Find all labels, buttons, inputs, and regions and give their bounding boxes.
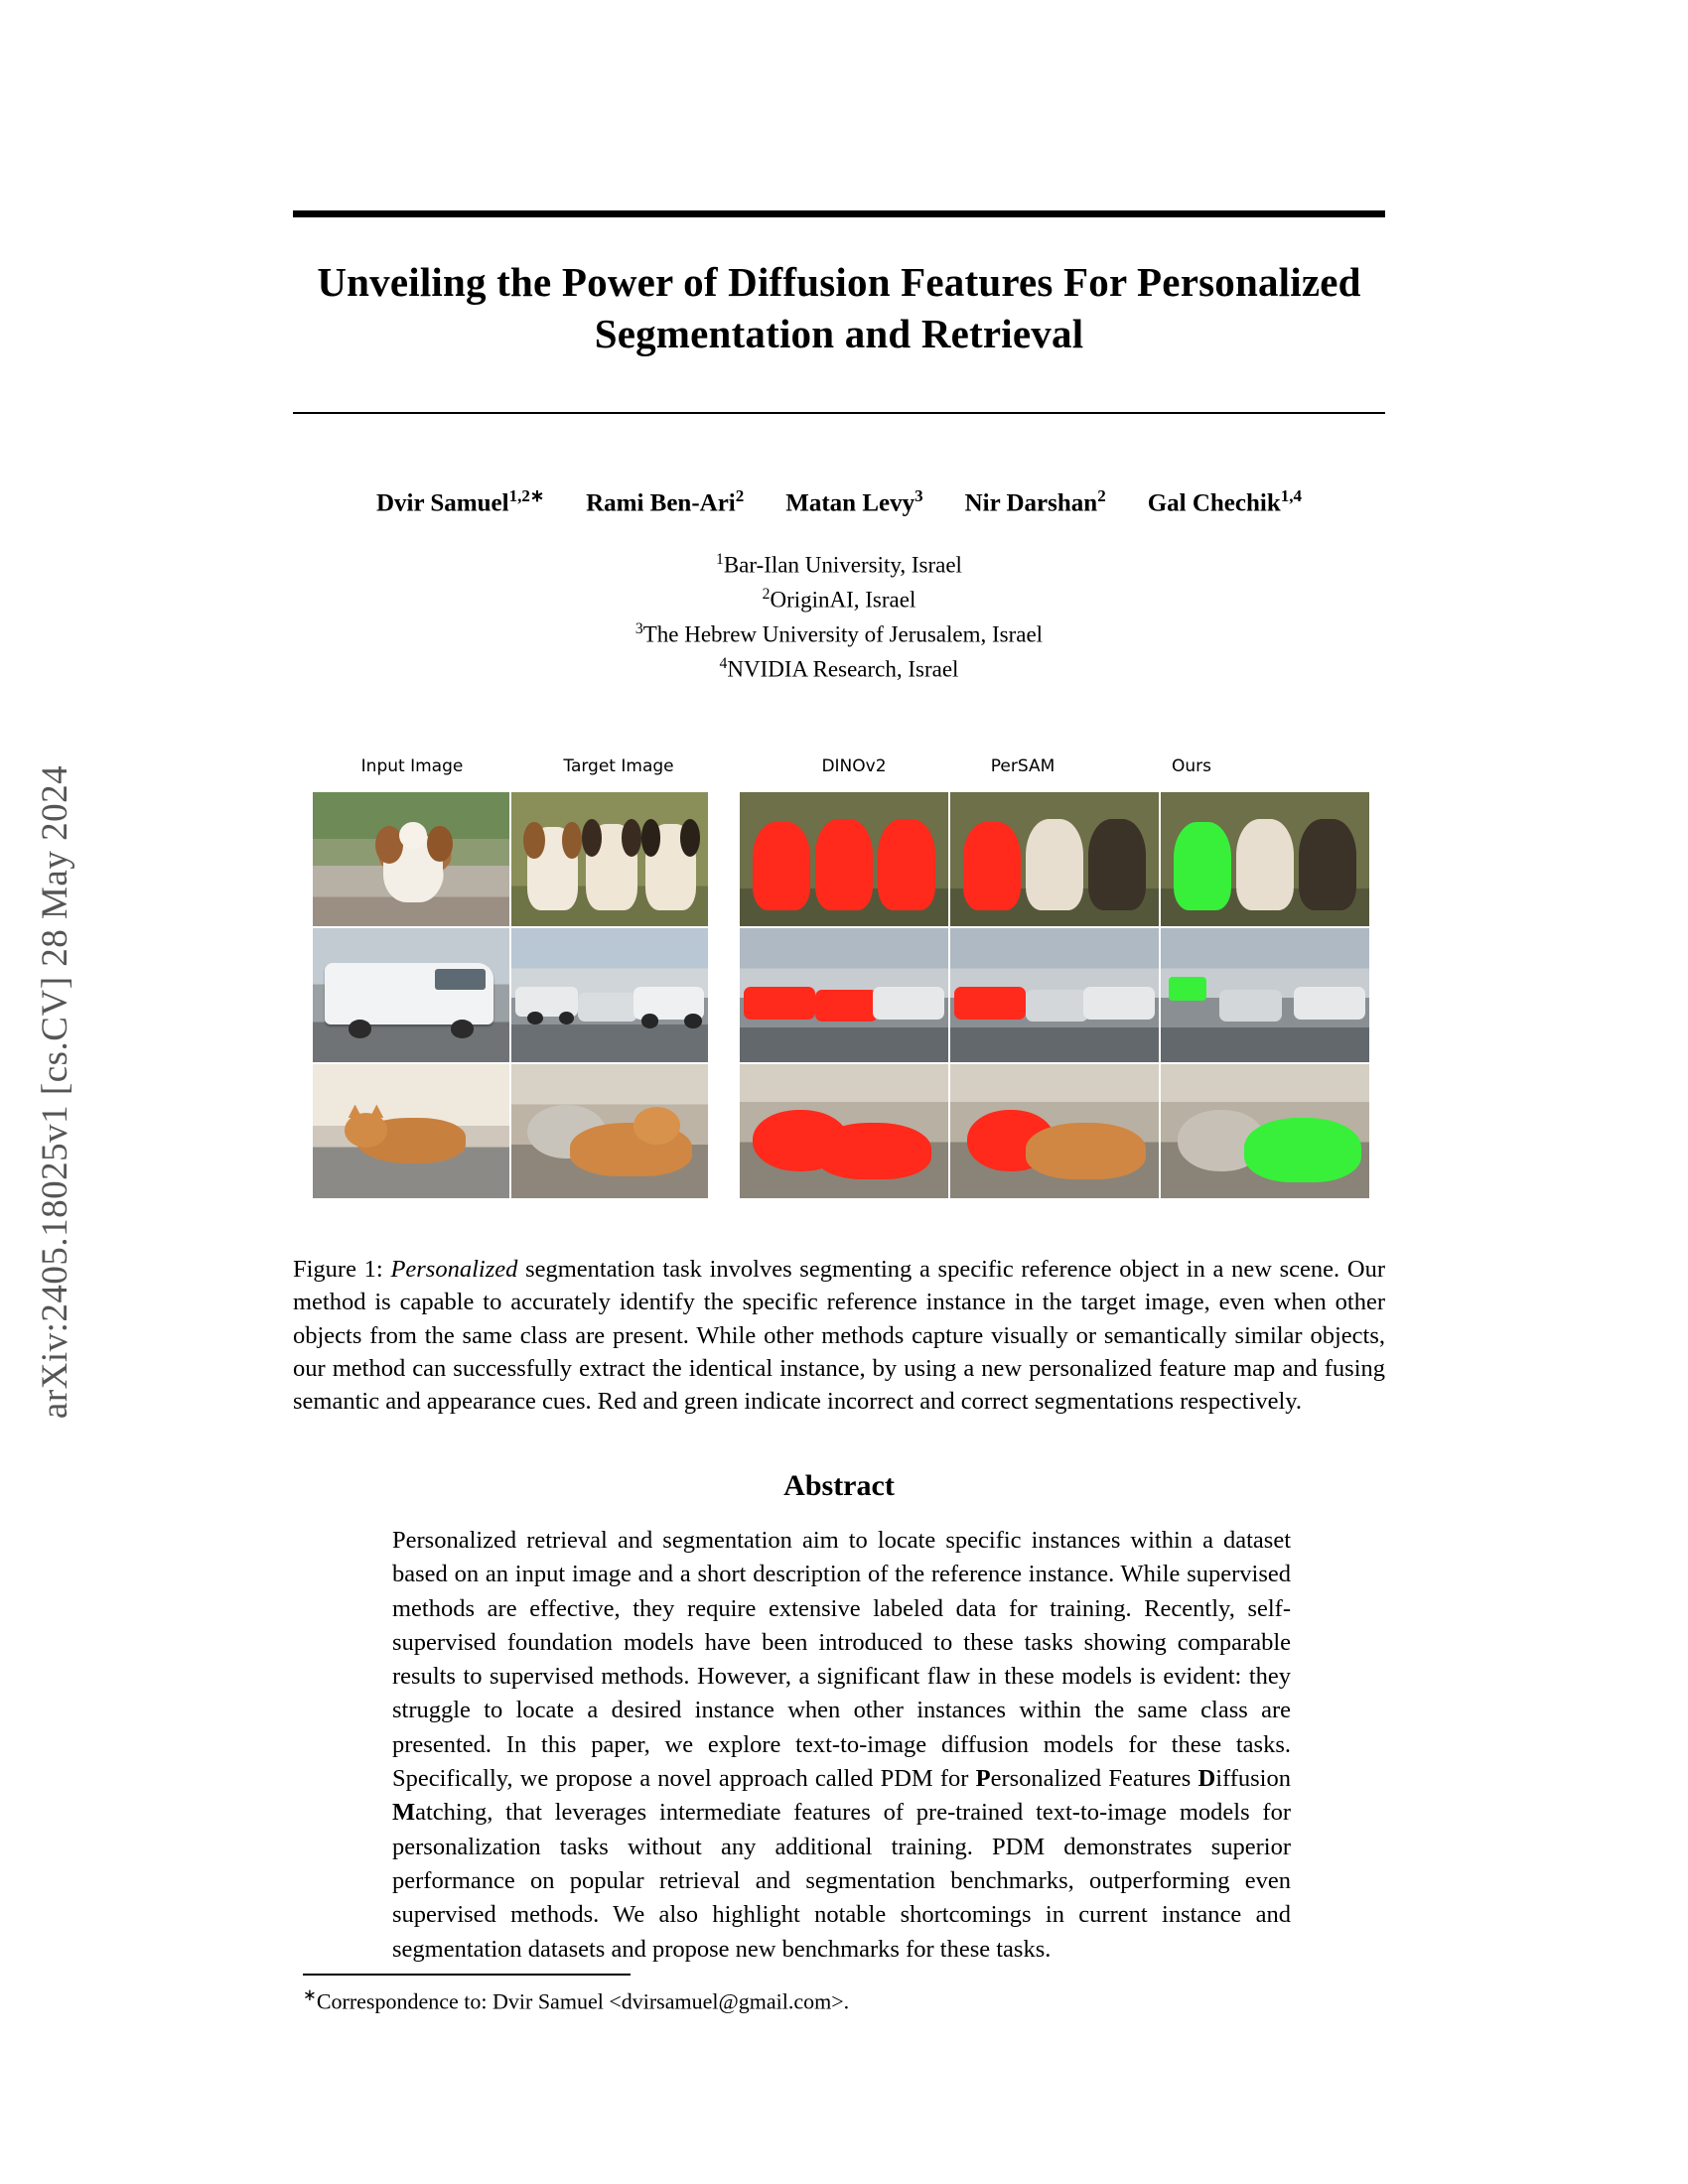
figure-column-label-persam: PerSAM — [990, 756, 1055, 776]
page-title: Unveiling the Power of Diffusion Features For Personalized Segmentation and Retrieval — [317, 259, 1361, 357]
affiliation-2 — [293, 617, 1385, 652]
cell-ours-cars — [1161, 928, 1369, 1062]
figure-column-label-input: Input Image — [360, 756, 464, 776]
author-4 — [1148, 486, 1302, 517]
cell-persam-cats — [950, 1064, 1159, 1198]
author-name: Matan Levy — [785, 489, 915, 517]
cell-persam-cars — [950, 928, 1159, 1062]
cell-ours-cats — [1161, 1064, 1369, 1198]
author-affil-marker: 3 — [914, 486, 923, 505]
author-2 — [785, 486, 922, 517]
cell-target-cars — [511, 928, 708, 1062]
author-0 — [376, 486, 544, 517]
affiliation-1 — [293, 583, 1385, 617]
author-1 — [586, 486, 744, 517]
abstract-part-1: Personalized retrieval and segmentation aim to locate specific instances within a dataset based on an input image and a short description of the reference instance. While supervised methods are effective, they require extensive labeled data for training. Recently, self-supervised foundation models have been introduced to these tasks showing comparable results to supervised methods. However, a significant flaw in these models is evident: they struggle to locate a desired instance when other instances within the same class are presented. In this paper, we explore text-to-image diffusion models for these tasks. Specifically, we propose a novel approach called PDM for — [392, 1527, 1291, 1793]
cell-dinov2-dogs — [740, 792, 948, 926]
cell-dinov2-cars — [740, 928, 948, 1062]
abstract-bold-m: M — [392, 1799, 416, 1827]
figure-column-labels — [303, 756, 1385, 786]
abstract-mid-1: ersonalized Features — [990, 1765, 1198, 1793]
author-affil-marker: 1,2∗ — [508, 486, 545, 505]
author-name: Gal Chechik — [1147, 489, 1281, 517]
author-list — [293, 486, 1385, 517]
figure-image-grid — [303, 792, 1385, 1204]
footnote-text: Correspondence to: Dvir Samuel <dvirsamuel@gmail.com>. — [316, 1988, 850, 2014]
affiliation-marker: 1 — [716, 551, 724, 568]
abstract-bold-d: D — [1197, 1765, 1216, 1793]
paper-page — [293, 0, 1385, 2184]
figure-caption-emphasis: Personalized — [390, 1256, 518, 1283]
author-affil-marker: 2 — [735, 486, 745, 505]
affiliation-3 — [293, 652, 1385, 687]
affiliation-marker: 3 — [634, 620, 643, 638]
abstract-text — [392, 1524, 1291, 1967]
cell-ours-dogs — [1161, 792, 1369, 926]
author-affil-marker: 2 — [1097, 486, 1106, 505]
affiliation-list — [293, 548, 1385, 688]
cell-input-dogs — [313, 792, 509, 926]
figure-caption-text: segmentation task involves segmenting a specific reference object in a new scene. Our method is capable to accurately identify the specific reference instance in the target image, even when other objects from the same class are present. While other methods capture visually or semantically similar objects, our method can successfully extract the identical instance, by using a new personalized feature map and fusing semantic and appearance cues. Red and green indicate incorrect and correct segmentations respectively. — [293, 1256, 1385, 1416]
affiliation-text: OriginAI, Israel — [770, 587, 916, 613]
cell-input-cat — [313, 1064, 509, 1198]
author-3 — [965, 486, 1106, 517]
affiliation-text: The Hebrew University of Jerusalem, Israel — [642, 621, 1044, 647]
cell-dinov2-cats — [740, 1064, 948, 1198]
figure-caption-label: Figure 1: — [293, 1256, 383, 1283]
figure-caption — [293, 1253, 1385, 1419]
affiliation-0 — [293, 548, 1385, 583]
figure-column-label-dinov2: DINOv2 — [821, 756, 887, 776]
cell-target-dogs — [511, 792, 708, 926]
affiliation-marker: 2 — [762, 586, 771, 604]
abstract-mid-2: iffusion — [1215, 1765, 1291, 1793]
affiliation-text: NVIDIA Research, Israel — [727, 657, 959, 683]
footnote — [303, 1985, 1385, 2014]
author-name: Dvir Samuel — [376, 489, 509, 517]
figure-1 — [303, 756, 1385, 1204]
top-rule — [293, 210, 1385, 217]
abstract-part-2: atching, that leverages intermediate features of pre-trained text-to-image models for personalization tasks without any additional training. PDM demonstrates superior performance on popular retrieval and segmentation benchmarks, outperforming even supervised methods. We also highlight notable shortcomings in current instance and segmentation datasets and propose new benchmarks for these tasks. — [392, 1799, 1291, 1963]
cell-persam-dogs — [950, 792, 1159, 926]
arxiv-stamp: arXiv:2405.18025v1 [cs.CV] 28 May 2024 — [34, 764, 75, 1420]
abstract-heading: Abstract — [783, 1469, 895, 1502]
figure-column-label-ours: Ours — [1171, 756, 1211, 776]
affiliation-marker: 4 — [719, 655, 728, 673]
author-name: Rami Ben-Ari — [586, 489, 736, 517]
cell-input-van — [313, 928, 509, 1062]
figure-column-label-target: Target Image — [563, 756, 674, 776]
footnote-rule — [303, 1974, 631, 1976]
author-name: Nir Darshan — [964, 489, 1098, 517]
abstract-bold-p: P — [975, 1765, 991, 1793]
title-rule — [293, 412, 1385, 414]
affiliation-text: Bar-Ilan University, Israel — [723, 552, 962, 578]
cell-target-cat-dog — [511, 1064, 708, 1198]
author-affil-marker: 1,4 — [1280, 486, 1302, 505]
footnote-marker: ∗ — [303, 1985, 317, 2004]
